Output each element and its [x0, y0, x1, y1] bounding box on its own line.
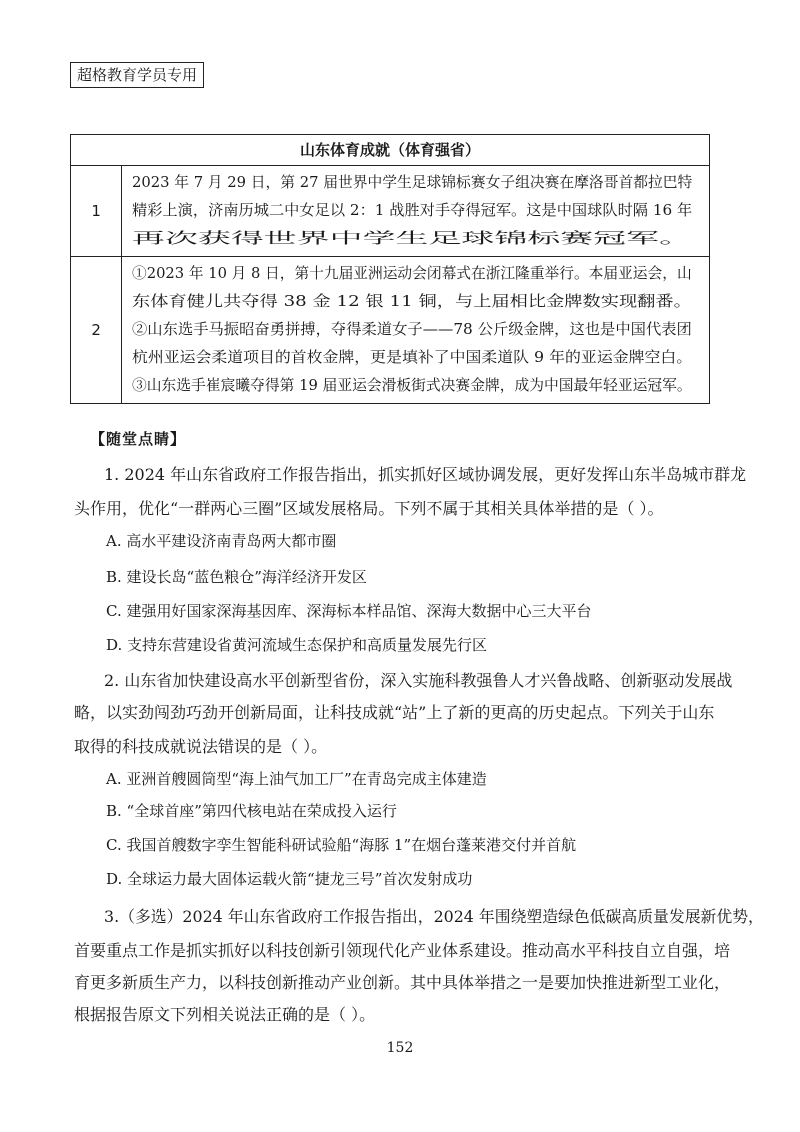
table-row — [71, 257, 710, 404]
row-content — [122, 166, 710, 257]
question-2-line: 略，以实劲闯劲巧劲开创新局面，让科技成就“站”上了新的更高的历史起点。下列关于山东 — [74, 703, 715, 722]
row-text-line: 精彩上演，济南历城二中女足以 2：1 战胜对手夺得冠军。这是中国球队时隔 16 年 — [132, 201, 693, 219]
question-2-line: 2. 山东省加快建设高水平创新型省份，深入实施科教强鲁人才兴鲁战略、创新驱动发展战 — [104, 671, 733, 690]
header-tag: 超格教育学员专用 — [70, 62, 204, 88]
question-2-option-a: A. 亚洲首艘圆筒型“海上油气加工厂”在青岛完成主体建造 — [106, 770, 487, 788]
question-1-line: 1. 2024 年山东省政府工作报告指出，抓实抓好区域协调发展，更好发挥山东半岛城市群龙 — [104, 465, 747, 484]
row-number: 2 — [71, 257, 122, 404]
row-text-line: ③山东选手崔宸曦夺得第 19 届亚运会滑板街式决赛金牌，成为中国最年轻亚运冠军。 — [132, 376, 692, 394]
question-2-option-d: D. 全球运力最大固体运载火箭“捷龙三号”首次发射成功 — [106, 870, 473, 888]
question-2-option-b: B. “全球首座”第四代核电站在荣成投入运行 — [106, 802, 397, 820]
question-3-line: 3.（多选）2024 年山东省政府工作报告指出，2024 年围绕塑造绿色低碳高质量发展新优势， — [104, 907, 764, 926]
row-text-line: ①2023 年 10 月 8 日，第十九届亚洲运动会闭幕式在浙江隆重举行。本届亚运会，山 — [132, 264, 693, 282]
table-header-row — [71, 135, 710, 166]
achievements-table — [70, 134, 710, 404]
question-2-option-c: C. 我国首艘数字孪生智能科研试验船“海豚 1”在烟台蓬莱港交付并首航 — [106, 836, 577, 854]
table-title: 山东体育成就（体育强省） — [71, 135, 710, 166]
row-text-line: 再次获得世界中学生足球锦标赛冠军。 — [132, 229, 693, 247]
question-3-line: 根据报告原文下列相关说法正确的是（ ）。 — [74, 1005, 376, 1024]
question-1-line: 头作用，优化“一群两心三圈”区域发展格局。下列不属于其相关具体举措的是（ ）。 — [74, 499, 664, 518]
row-content — [122, 257, 710, 404]
question-3-line: 首要重点工作是抓实抓好以科技创新引领现代化产业体系建设。推动高水平科技自立自强，培 — [74, 941, 731, 960]
section-title: 【随堂点睛】 — [90, 430, 187, 448]
table-row — [71, 166, 710, 257]
question-1-option-a: A. 高水平建设济南青岛两大都市圈 — [106, 532, 337, 550]
row-text-line: 东体育健儿共夺得 38 金 12 银 11 铜，与上届相比金牌数实现翻番。 — [132, 292, 693, 310]
row-number: 1 — [71, 166, 122, 257]
row-text-line: 2023 年 7 月 29 日，第 27 届世界中学生足球锦标赛女子组决赛在摩洛哥首都拉巴特 — [132, 173, 693, 191]
question-1-option-d: D. 支持东营建设省黄河流域生态保护和高质量发展先行区 — [106, 636, 488, 654]
page-number: 152 — [386, 1040, 414, 1056]
question-1-option-b: B. 建设长岛“蓝色粮仓”海洋经济开发区 — [106, 568, 367, 586]
question-3-line: 育更多新质生产力，以科技创新推动产业创新。其中具体举措之一是要加快推进新型工业化， — [74, 973, 731, 992]
question-1-option-c: C. 建强用好国家深海基因库、深海标本样品馆、深海大数据中心三大平台 — [106, 602, 592, 620]
row-text-line: ②山东选手马振昭奋勇拼搏，夺得柔道女子——78 公斤级金牌，这也是中国代表团 — [132, 320, 693, 338]
row-text-line: 杭州亚运会柔道项目的首枚金牌，更是填补了中国柔道队 9 年的亚运金牌空白。 — [132, 348, 693, 366]
question-2-line: 取得的科技成就说法错误的是（ ）。 — [74, 737, 328, 756]
